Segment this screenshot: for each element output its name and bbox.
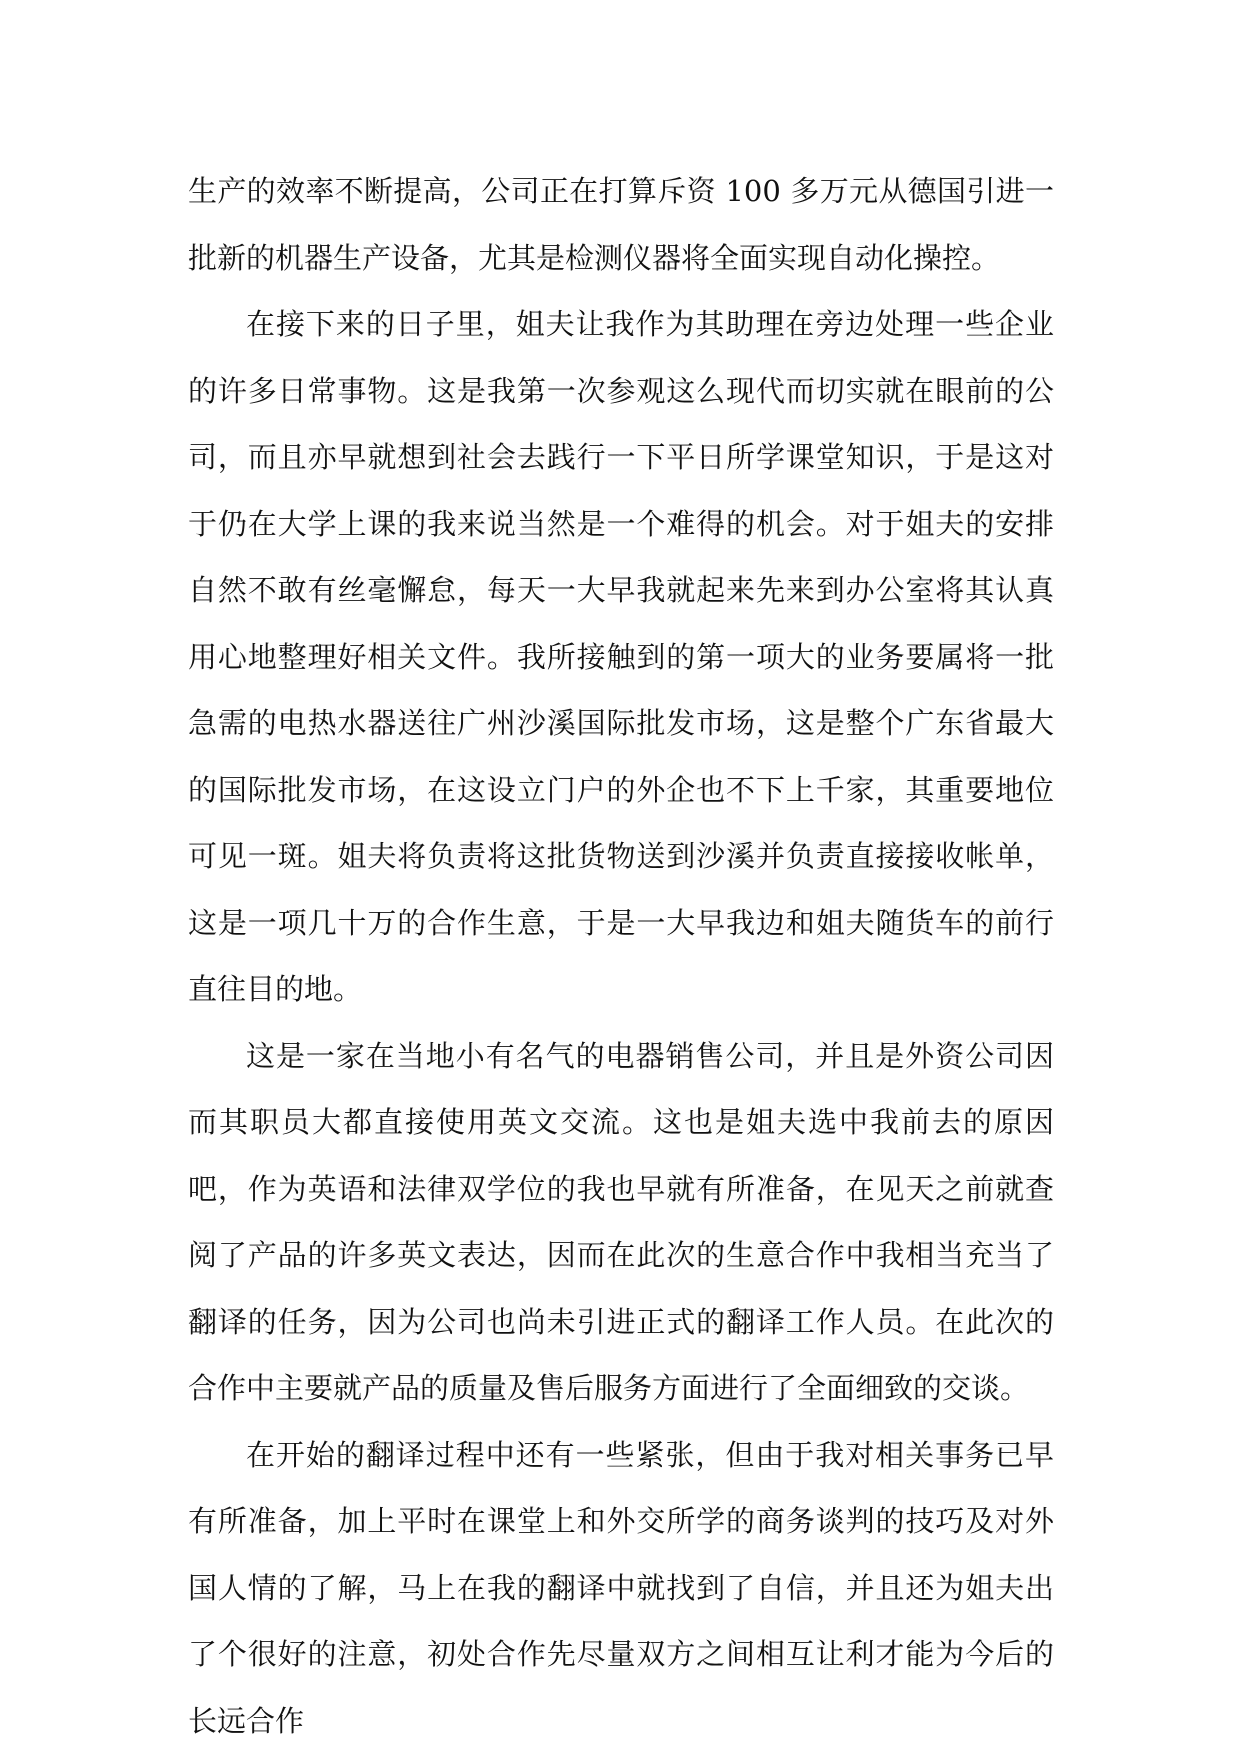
paragraph-1: 生产的效率不断提高，公司正在打算斥资 100 多万元从德国引进一批新的机器生产设备，尤其是检测仪器将全面实现自动化操控。: [188, 174, 1054, 275]
paragraph-4: 在开始的翻译过程中还有一些紧张，但由于我对相关事务已早有所准备，加上平时在课堂上和外交所学的商务谈判的技巧及对外国人情的了解，马上在我的翻译中就找到了自信，并且还为姐夫出了个很好的注意，初处合作先尽量双方之间相互让利才能为今后的长远合作: [188, 1437, 1054, 1738]
paragraph-2: 在接下来的日子里，姐夫让我作为其助理在旁边处理一些企业的许多日常事物。这是我第一次参观这么现代而切实就在眼前的公司，而且亦早就想到社会去践行一下平日所学课堂知识，于是这对于仍在大学上课的我来说当然是一个难得的机会。对于姐夫的安排自然不敢有丝毫懈怠，每天一大早我就起来先来到办公室将其认真用心地整理好相关文件。我所接触到的第一项大的业务要属将一批急需的电热水器送往广州沙溪国际批发市场，这是整个广东省最大的国际批发市场，在这设立门户的外企也不下上千家，其重要地位可见一斑。姐夫将负责将这批货物送到沙溪并负责直接接收帐单，这是一项几十万的合作生意，于是一大早我边和姐夫随货车的前行直往目的地。: [188, 307, 1054, 1006]
paragraph-3: 这是一家在当地小有名气的电器销售公司，并且是外资公司因而其职员大都直接使用英文交流。这也是姐夫选中我前去的原因吧，作为英语和法律双学位的我也早就有所准备，在见天之前就查阅了产品的许多英文表达，因而在此次的生意合作中我相当充当了翻译的任务，因为公司也尚未引进正式的翻译工作人员。在此次的合作中主要就产品的质量及售后服务方面进行了全面细致的交谈。: [188, 1038, 1054, 1405]
document-body: [188, 158, 1054, 1754]
